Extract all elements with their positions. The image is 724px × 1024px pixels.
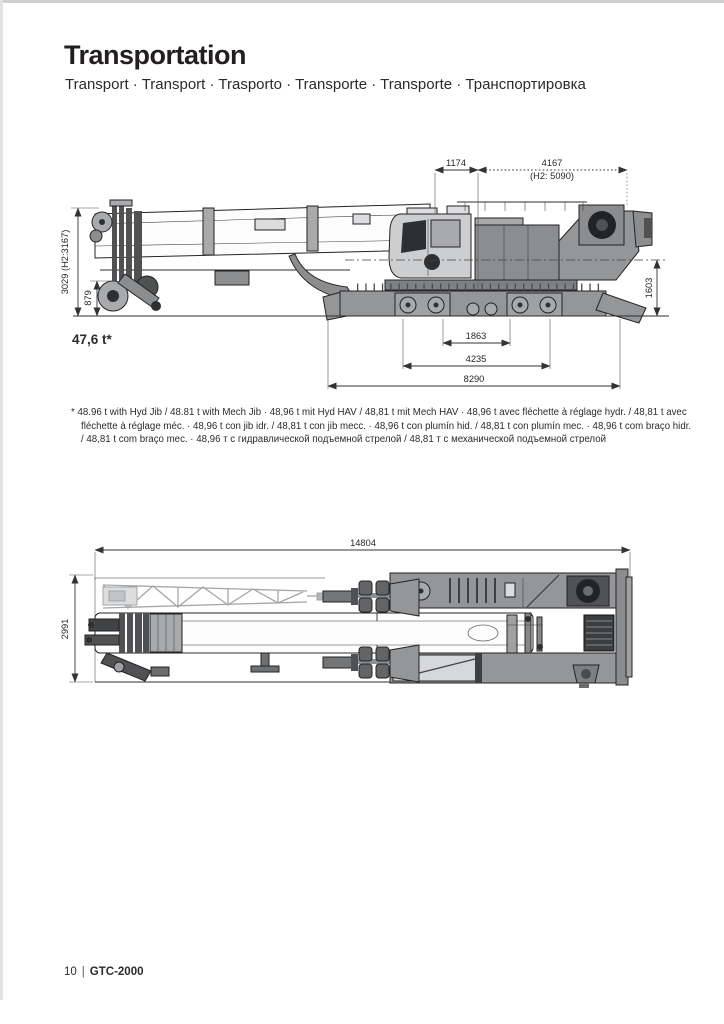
footer-model: GTC-2000: [89, 966, 144, 978]
page-edge-top: [0, 0, 724, 3]
dim-label-3029: 3029 (H2:3167): [60, 229, 70, 295]
top-view-diagram: [55, 535, 680, 700]
dim-label-4235: 4235: [465, 354, 487, 364]
page-title: Transportation: [64, 40, 247, 70]
dim-label-8290: 8290: [463, 374, 485, 384]
dim-label-1603: 1603: [644, 277, 654, 299]
footnote-marker: *: [71, 407, 75, 418]
footer-separator: |: [81, 966, 85, 978]
side-view-diagram: [55, 156, 680, 401]
dim-label-4167: 4167: [541, 158, 563, 168]
front-axle-top: [323, 579, 419, 616]
crane-top-silhouette: [85, 569, 632, 688]
crane-side-silhouette: [90, 200, 652, 323]
stowed-jib: [103, 585, 325, 608]
dim-label-879: 879: [83, 290, 93, 306]
page-subtitle: Transport · Transport · Trasporto · Transporte · Transporte · Транспортировка: [65, 76, 586, 93]
weight-label: 47,6 t*: [72, 332, 112, 347]
dim-label-h2-5090: (H2: 5090): [530, 171, 574, 181]
footnote: [71, 406, 693, 447]
dim-label-1174: 1174: [446, 158, 466, 168]
dim-label-1863: 1863: [465, 331, 487, 341]
footer-page-number: 10: [64, 966, 77, 978]
dim-label-14804: 14804: [350, 538, 376, 548]
page-footer: [64, 966, 143, 978]
footnote-text: 48.96 t with Hyd Jib / 48.81 t with Mech Jib · 48,96 t mit Hyd HAV / 48,81 t mit Mech HAV · 48,96 t avec fléchette à réglage hydr. / 48,81 t avec fléchette à réglage méc. · 48,96 t con jib idr. / 48,81 t con jib mecc. · 48,96 t con plumín hid. / 48,81 t con plumín mec. · 48,96 t com braço hidr. / 48,81 t com braço mec. · 48,96 т с гидравлической подъемной стрелой / 48,81 т с механической подъемной стрелой: [77, 407, 692, 446]
page-edge-left: [0, 0, 3, 1000]
dim-label-2991: 2991: [60, 618, 70, 640]
